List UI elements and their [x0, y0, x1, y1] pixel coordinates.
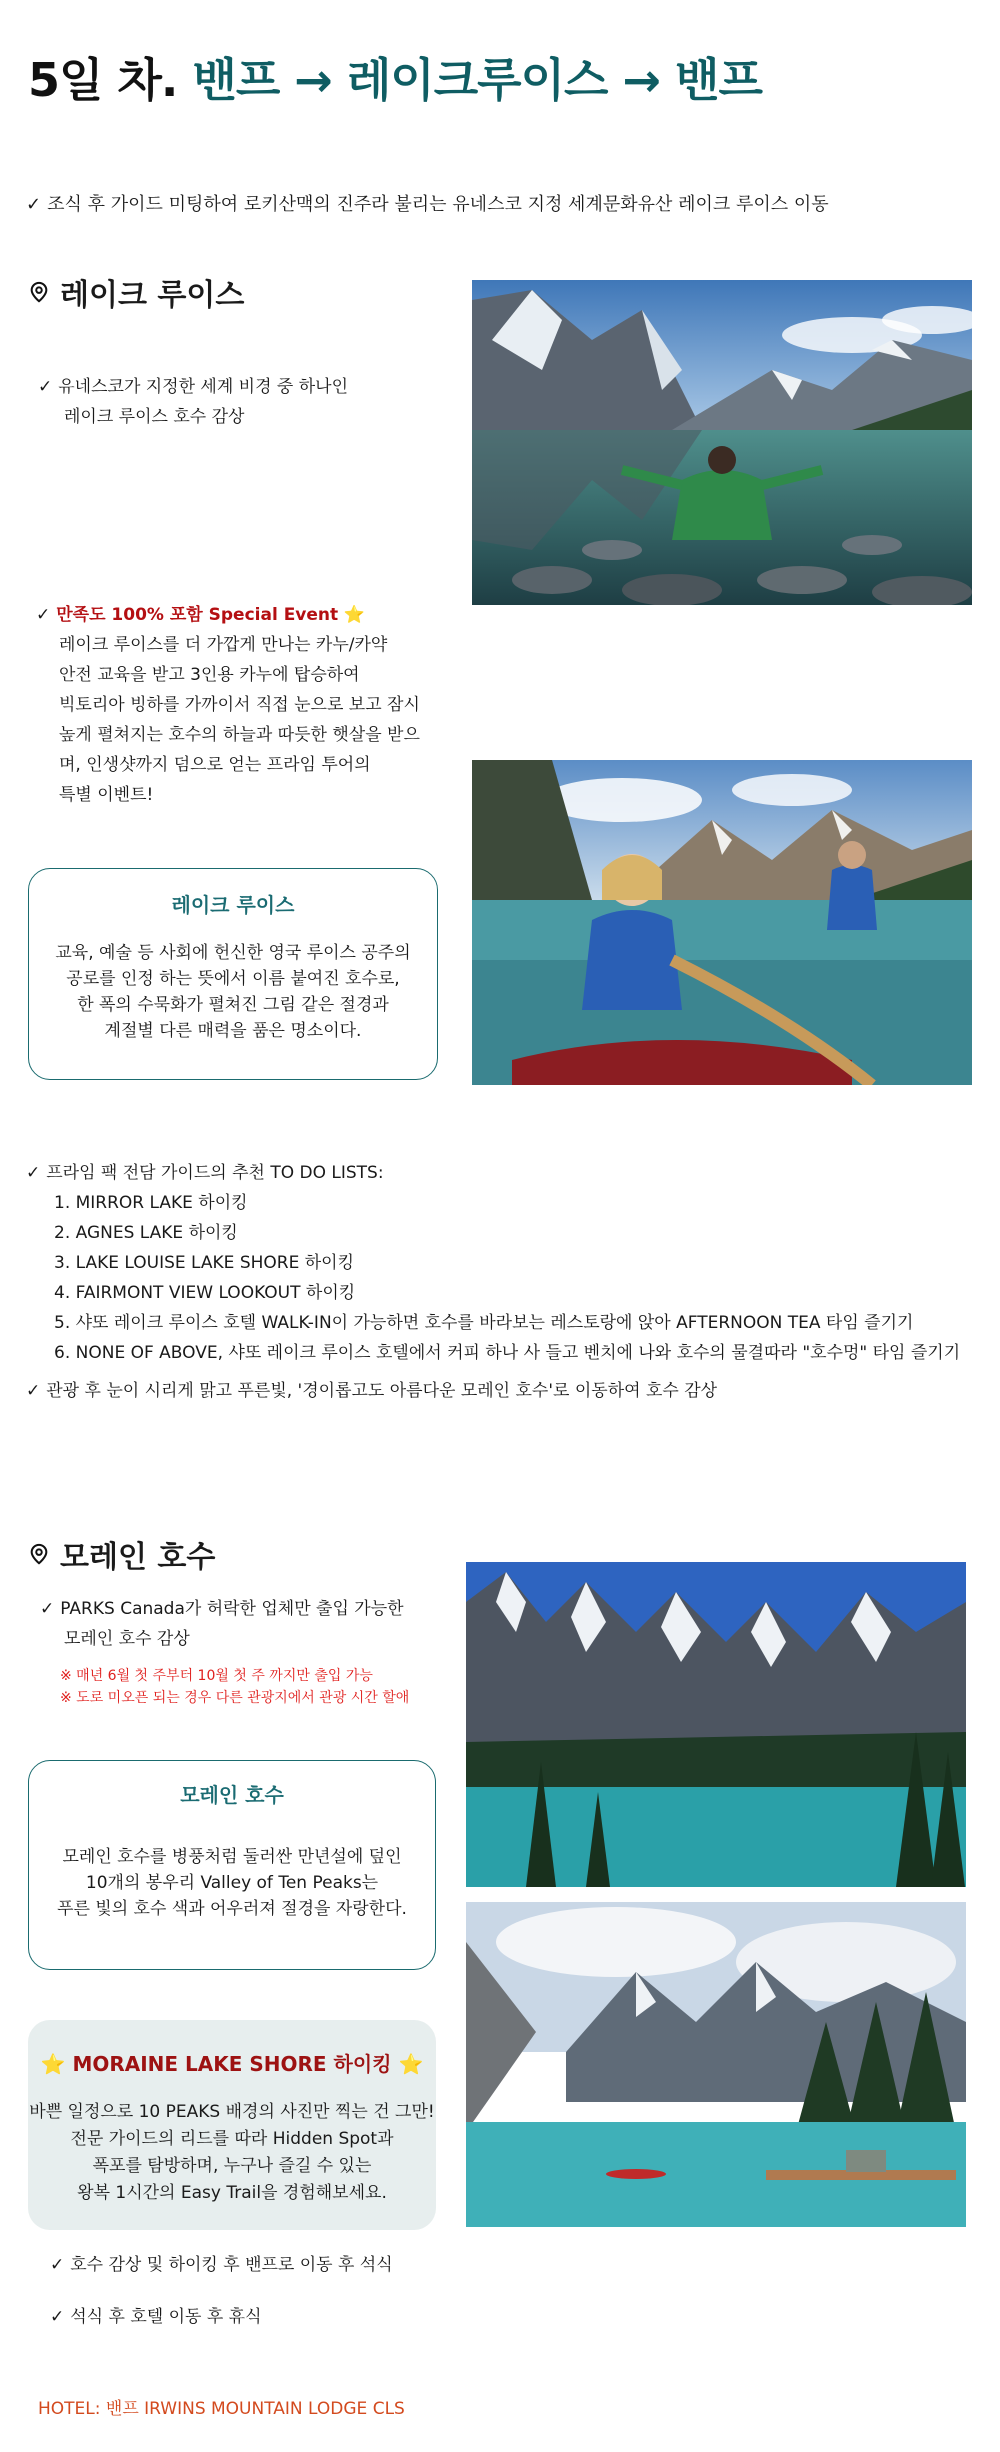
event-title: 만족도 100% 포함 Special Event — [56, 605, 339, 625]
moraine-info-card: 모레인 호수 모레인 호수를 병풍처럼 둘러싼 만년설에 덮인 10개의 봉우리 Valley of Ten Peaks는 푸른 빛의 호수 색과 어우러져 절경을 자랑한다. — [28, 1760, 436, 1970]
star-icon: ⭐ — [40, 2052, 66, 2076]
list-item: 6. NONE OF ABOVE, 샤또 레이크 루이스 호텔에서 커피 하나 사 들고 벤치에 나와 호수의 물결따라 "호수멍" 타임 즐기기 — [54, 1343, 961, 1363]
moraine-notes: ※ 매년 6월 첫 주부터 10월 첫 주 까지만 출입 가능 ※ 도로 미오픈 되는 경우 다른 관광지에서 관광 시간 할애 — [60, 1668, 410, 1706]
card-title: 레이크 루이스 — [171, 893, 295, 917]
moraine-point: ✓ PARKS Canada가 허락한 업체만 출입 가능한 모레인 호수 감상 — [40, 1599, 404, 1649]
page-title — [28, 44, 762, 110]
day-label: 5일 차. — [28, 53, 178, 107]
list-item: 1. MIRROR LAKE 하이킹 — [54, 1193, 248, 1213]
star-icon: ⭐ — [343, 605, 365, 625]
end-line-dinner: ✓ 호수 감상 및 하이킹 후 밴프로 이동 후 석식 — [50, 2255, 393, 2275]
hotel-info: HOTEL: 밴프 IRWINS MOUNTAIN LODGE CLS — [38, 2399, 405, 2419]
check-icon: ✓ — [38, 377, 53, 397]
check-icon: ✓ — [26, 194, 42, 215]
list-item: 3. LAKE LOUISE LAKE SHORE 하이킹 — [54, 1253, 355, 1273]
check-icon: ✓ — [26, 1381, 41, 1401]
star-icon: ⭐ — [398, 2052, 424, 2076]
end-line-rest: ✓ 석식 후 호텔 이동 후 휴식 — [50, 2307, 262, 2327]
todo-list: ✓ 프라임 팩 전담 가이드의 추천 TO DO LISTS: 1. MIRROR LAKE 하이킹 2. AGNES LAKE 하이킹 3. LAKE LOUISE LAKE SHORE 하이킹 4. FAIRMONT VIEW LOOKOUT 하이킹 5. 샤또 레이크 루이스 호텔 WALK-IN이 가능하면 호수를 바라보는 레스토랑에 앉아 AFTERNOON TEA 타임 즐기기 6. NONE OF ABOVE, 샤또 레이크 루이스 호텔에서 커피 하나 사 들고 벤치에 나와 호수의 물결따라 "호수멍" 타임 즐기기 ✓ 관광 후 눈이 시리게 맑고 푸른빛, '경이롭고도 아름다운 모레인 호수'로 이동하여 호수 감상 — [26, 1163, 961, 1401]
route-label: 밴프 → 레이크루이스 → 밴프 — [192, 53, 762, 107]
canoe-photo — [472, 760, 972, 1085]
check-icon: ✓ — [40, 1599, 55, 1619]
moraine-heading: 모레인 호수 — [28, 1532, 215, 1576]
lake-louise-point: ✓ 유네스코가 지정한 세계 비경 중 하나인 레이크 루이스 호수 감상 — [38, 377, 349, 427]
special-event: ✓ 만족도 100% 포함 Special Event ⭐ 레이크 루이스를 더 가깝게 만나는 카누/카약 안전 교육을 받고 3인용 카누에 탑승하여 빅토리아 빙하를 가까이서 직접 눈으로 보고 잠시 높게 펼쳐지는 호수의 하늘과 따듯한 햇살을 받으 며, 인생샷까지 덤으로 얻는 프라임 투어의 특별 이벤트! — [36, 605, 420, 805]
check-icon: ✓ — [26, 1163, 41, 1183]
check-icon: ✓ — [50, 2307, 65, 2327]
list-item: 5. 샤또 레이크 루이스 호텔 WALK-IN이 가능하면 호수를 바라보는 레스토랑에 앉아 AFTERNOON TEA 타임 즐기기 — [54, 1313, 914, 1333]
list-item: 2. AGNES LAKE 하이킹 — [54, 1223, 238, 1243]
intro-line: ✓ 조식 후 가이드 미팅하여 로키산맥의 진주라 불리는 유네스코 지정 세계문화유산 레이크 루이스 이동 — [26, 194, 829, 215]
location-pin-icon — [28, 281, 50, 303]
lake-louise-photo — [472, 280, 972, 605]
moraine-hike-card: ⭐ MORAINE LAKE SHORE 하이킹 ⭐ 바쁜 일정으로 10 PEAKS 배경의 사진만 찍는 건 그만! 전문 가이드의 리드를 따라 Hidden Spot과 폭포를 탐방하며, 누구나 즐길 수 있는 왕복 1시간의 Easy Trail을 경험해보세요. — [28, 2020, 436, 2230]
moraine-peaks-photo — [466, 1562, 966, 1887]
lake-louise-info-card: 레이크 루이스 교육, 예술 등 사회에 헌신한 영국 루이스 공주의 공로를 인정 하는 뜻에서 이름 붙여진 호수로, 한 폭의 수묵화가 펼쳐진 그림 같은 절경과 계절별 다른 매력을 품은 명소이다. — [28, 868, 438, 1080]
location-pin-icon — [28, 1543, 50, 1565]
card-title: 모레인 호수 — [180, 1783, 284, 1807]
list-item: 4. FAIRMONT VIEW LOOKOUT 하이킹 — [54, 1283, 356, 1303]
check-icon: ✓ — [50, 2255, 65, 2275]
hike-title: ⭐ MORAINE LAKE SHORE 하이킹 ⭐ — [40, 2052, 424, 2076]
check-icon: ✓ — [36, 605, 51, 625]
moraine-shore-photo — [466, 1902, 966, 2227]
lake-louise-heading: 레이크 루이스 — [28, 270, 244, 314]
